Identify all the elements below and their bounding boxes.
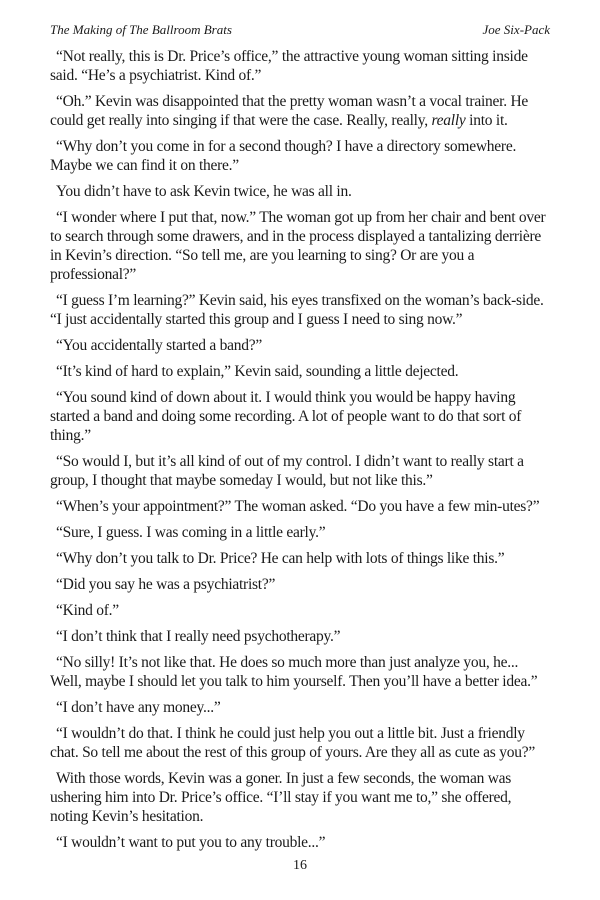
paragraph (50, 47, 550, 85)
book-title: The Making of The Ballroom Brats (50, 22, 232, 37)
paragraph-text: “No silly! It’s not like that. He does so much more than just analyze you, he... Well, maybe I should let you talk to him yourself. Then you’ll have a better idea.” (50, 654, 538, 690)
paragraph-text: “I wouldn’t do that. I think he could just help you out a little bit. Just a friendly chat. So tell me about the rest of this group of yours. Are they all as cute as you?” (50, 725, 535, 761)
body-text (50, 47, 550, 859)
paragraph (50, 182, 550, 201)
paragraph (50, 291, 550, 329)
paragraph (50, 601, 550, 620)
paragraph-text: You didn’t have to ask Kevin twice, he was all in. (56, 183, 352, 200)
paragraph (50, 833, 550, 852)
paragraph (50, 137, 550, 175)
emphasis-text: really (431, 112, 466, 129)
paragraph (50, 698, 550, 717)
paragraph (50, 208, 550, 284)
paragraph-text: “It’s kind of hard to explain,” Kevin said, sounding a little dejected. (56, 363, 459, 380)
paragraph-text: “I guess I’m learning?” Kevin said, his eyes transfixed on the woman’s back-side. “I just accidentally started this group and I guess I need to sing now.” (50, 292, 544, 328)
paragraph-text: “You accidentally started a band?” (56, 337, 262, 354)
paragraph-text: “I don’t have any money...” (56, 699, 221, 716)
paragraph-text: “I wouldn’t want to put you to any trouble...” (56, 834, 326, 851)
paragraph-text: “Why don’t you talk to Dr. Price? He can help with lots of things like this.” (56, 550, 505, 567)
paragraph-text: “Kind of.” (56, 602, 119, 619)
paragraph (50, 769, 550, 826)
paragraph (50, 724, 550, 762)
paragraph (50, 523, 550, 542)
author-name: Joe Six-Pack (482, 22, 550, 37)
paragraph (50, 452, 550, 490)
paragraph-text: “Oh.” Kevin was disappointed that the pretty woman wasn’t a vocal trainer. He could get really into singing if that were the case. Really, really, (50, 93, 529, 129)
paragraph-text: “I wonder where I put that, now.” The woman got up from her chair and bent over to search through some drawers, and in the process displayed a tantalizing derrière in Kevin’s direction. “So tell me, are you learning to sing? Or are you a professional?” (50, 209, 546, 283)
paragraph (50, 388, 550, 445)
paragraph (50, 336, 550, 355)
paragraph (50, 362, 550, 381)
paragraph (50, 497, 550, 516)
paragraph-text: With those words, Kevin was a goner. In just a few seconds, the woman was ushering him into Dr. Price’s office. “I’ll stay if you want me to,” she offered, noting Kevin’s hesitation. (50, 770, 512, 825)
paragraph (50, 92, 550, 130)
paragraph-text: “Why don’t you come in for a second though? I have a directory somewhere. Maybe we can find it on there.” (50, 138, 517, 174)
paragraph-text: “When’s your appointment?” The woman asked. “Do you have a few min-utes?” (56, 498, 540, 515)
paragraph (50, 653, 550, 691)
paragraph-text: “So would I, but it’s all kind of out of my control. I didn’t want to really start a group, I thought that maybe someday I would, but not like this.” (50, 453, 524, 489)
paragraph-text: “I don’t think that I really need psychotherapy.” (56, 628, 341, 645)
paragraph-text: “Did you say he was a psychiatrist?” (56, 576, 276, 593)
paragraph-text: into it. (465, 112, 508, 129)
page-number: 16 (293, 858, 307, 873)
paragraph (50, 575, 550, 594)
paragraph-text: “You sound kind of down about it. I would think you would be happy having started a band and doing some recording. A lot of people want to do that sort of thing.” (50, 389, 522, 444)
paragraph (50, 549, 550, 568)
paragraph (50, 627, 550, 646)
running-header (50, 22, 550, 38)
paragraph-text: “Not really, this is Dr. Price’s office,” the attractive young woman sitting inside said. “He’s a psychiatrist. Kind of.” (50, 48, 528, 84)
paragraph-text: “Sure, I guess. I was coming in a little early.” (56, 524, 326, 541)
